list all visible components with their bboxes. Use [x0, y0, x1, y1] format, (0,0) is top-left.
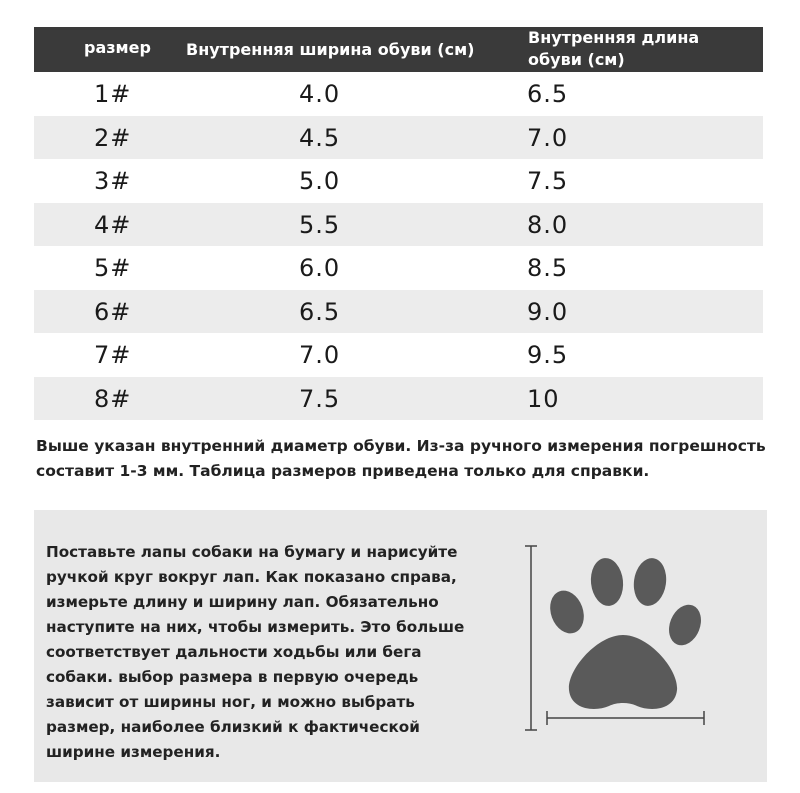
- length-cell: 10: [527, 384, 560, 413]
- size-cell: 1#: [94, 80, 132, 108]
- length-cell: 7.5: [527, 167, 569, 195]
- table-row: [34, 290, 763, 334]
- header-length: Внутренняя длина обуви (см): [528, 28, 700, 69]
- width-cell: 4.5: [299, 123, 341, 152]
- paw-print-icon: [519, 540, 719, 740]
- length-cell: 9.5: [527, 341, 569, 369]
- width-cell: 4.0: [299, 80, 341, 108]
- table-row: [34, 116, 763, 160]
- length-cell: 8.0: [527, 210, 569, 239]
- size-cell: 4#: [94, 210, 132, 239]
- size-cell: 8#: [94, 384, 132, 413]
- header-width: Внутренняя ширина обуви (см): [186, 40, 475, 59]
- length-cell: 7.0: [527, 123, 569, 152]
- size-cell: 2#: [94, 123, 132, 152]
- instruction-box: [34, 510, 767, 782]
- size-cell: 5#: [94, 254, 132, 282]
- measurement-note: Выше указан внутренний диаметр обуви. Из-за ручного измерения погрешность составит 1-3 мм. Таблица размеров приведена только для справки.: [36, 437, 766, 480]
- width-cell: 6.0: [299, 254, 341, 282]
- length-cell: 8.5: [527, 254, 569, 282]
- table-row: [34, 333, 763, 377]
- width-cell: 6.5: [299, 297, 341, 326]
- size-table: [34, 27, 763, 420]
- width-cell: 5.5: [299, 210, 341, 239]
- size-cell: 3#: [94, 167, 132, 195]
- size-cell: 6#: [94, 297, 132, 326]
- length-cell: 6.5: [527, 80, 569, 108]
- width-cell: 7.0: [299, 341, 341, 369]
- instruction-text: Поставьте лапы собаки на бумагу и нарисуйте ручкой круг вокруг лап. Как показано справа, измерьте длину и ширину лап. Обязательно наступите на них, чтобы измерить. Это больше соответствует дальности ходьбы или бега собаки. выбор размера в первую очередь зависит от ширины ног, и можно выбрать размер, наиболее близкий к фактической ширине измерения.: [46, 543, 465, 761]
- width-cell: 5.0: [299, 167, 341, 195]
- table-row: [34, 72, 763, 116]
- table-row: [34, 203, 763, 247]
- width-cell: 7.5: [299, 384, 341, 413]
- table-row: [34, 377, 763, 421]
- header-size: размер: [84, 38, 151, 57]
- table-row: [34, 246, 763, 290]
- size-cell: 7#: [94, 341, 132, 369]
- length-cell: 9.0: [527, 297, 569, 326]
- table-row: [34, 159, 763, 203]
- table-header: [34, 27, 763, 72]
